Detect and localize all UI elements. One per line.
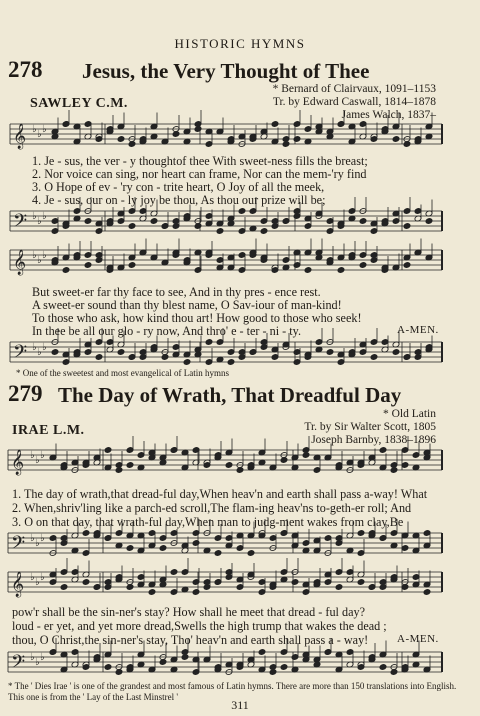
composer-credit: James Walch, 1837– — [341, 109, 436, 121]
treble-clef-icon: 𝄞 — [13, 124, 27, 149]
svg-text:♭: ♭ — [40, 533, 45, 544]
hymn-title: The Day of Wrath, That Dreadful Day — [58, 383, 402, 407]
music-staff — [0, 444, 480, 486]
lyric-line: But sweet-er far thy face to see, And in thy pres - ence rest. — [32, 285, 321, 299]
svg-text:♭: ♭ — [37, 216, 42, 227]
lyric-line: 1. Je - sus, the ver - y thoughtof thee With sweet-ness fills the breast; — [32, 154, 368, 168]
svg-text:♭: ♭ — [42, 211, 47, 222]
lyric-line: 4. Je - sus, our on - ly joy be thou, As thou our prize will be; — [32, 193, 326, 207]
lyric-line: 2. When,shriv'ling like a parch-ed scroll,The flam-ing heav'ns to-geth-er roll; And — [12, 501, 412, 515]
lyric-line: In thee be all our glo - ry now, And thro' e - ter - ni - ty. — [32, 324, 302, 338]
svg-text:♭: ♭ — [32, 124, 37, 135]
translator-credit: Tr. by Edward Caswall, 1814–1878 — [272, 96, 436, 108]
translator-credit: Tr. by Sir Walter Scott, 1805 — [304, 421, 436, 433]
bass-clef-icon: 𝄢 — [11, 533, 26, 558]
svg-text:♭: ♭ — [42, 342, 47, 353]
svg-text:♭: ♭ — [42, 124, 47, 135]
svg-text:♭: ♭ — [42, 250, 47, 261]
hymn-title: Jesus, the Very Thought of Thee — [82, 59, 370, 83]
music-staff — [0, 527, 480, 569]
tune-name: IRAE L.M. — [12, 423, 85, 438]
treble-clef-icon: 𝄞 — [11, 450, 25, 475]
lyric-line: loud - er yet, and yet more dread,Swells the high trump that wakes the dead ; — [12, 619, 387, 633]
amen-text: A-MEN. — [397, 324, 439, 336]
svg-text:♭: ♭ — [30, 533, 35, 544]
music-staff — [0, 244, 480, 288]
svg-text:♭: ♭ — [35, 657, 40, 668]
hymn-number: 278 — [8, 57, 43, 82]
svg-text:♭: ♭ — [32, 342, 37, 353]
svg-text:♭: ♭ — [35, 455, 40, 466]
author-credit: * Old Latin — [382, 408, 436, 420]
svg-text:♭: ♭ — [40, 450, 45, 461]
lyric-line: A sweet-er sound than thy blest name, O Sav-iour of man-kind! — [32, 298, 342, 312]
page-number: 311 — [231, 698, 249, 712]
music-staff — [0, 646, 480, 684]
svg-text:♭: ♭ — [35, 577, 40, 588]
running-header: HISTORIC HYMNS — [174, 36, 306, 51]
author-credit: * Bernard of Clairvaux, 1091–1153 — [272, 83, 436, 95]
footnote: * The ' Dies Irae ' is one of the grandest and most famous of Latin hymns. There are more than 150 translations into English. This one is from the ' Lay of the Last Minstrel ' — [8, 681, 457, 702]
music-staff — [0, 205, 480, 249]
lyric-line: To those who ask, how kind thou art! How good to those who seek! — [32, 311, 362, 325]
lyric-line: 3. O on that day, that wrath-ful day,When man to judg-ment wakes from clay,Be — [12, 515, 404, 529]
svg-text:♭: ♭ — [30, 572, 35, 583]
music-staff — [0, 566, 480, 608]
svg-text:♭: ♭ — [32, 211, 37, 222]
lyric-line: 3. O Hope of ev - 'ry con - trite heart, O Joy of all the meek, — [32, 180, 325, 194]
footnote: * One of the sweetest and most evangelical of Latin hymns — [16, 368, 229, 378]
svg-text:♭: ♭ — [35, 538, 40, 549]
svg-text:♭: ♭ — [40, 652, 45, 663]
hymn-number: 279 — [8, 381, 43, 406]
bass-clef-icon: 𝄢 — [11, 652, 26, 677]
bass-clef-icon: 𝄢 — [13, 211, 28, 236]
lyric-line: pow'r shall be the sin-ner's stay? How shall he meet that dread - ful day? — [12, 605, 365, 619]
svg-text:♭: ♭ — [32, 250, 37, 261]
lyric-line: 2. Nor voice can sing, nor heart can frame, Nor can the mem-'ry find — [32, 167, 367, 181]
svg-text:♭: ♭ — [30, 450, 35, 461]
bass-clef-icon: 𝄢 — [13, 342, 28, 367]
svg-text:♭: ♭ — [37, 347, 42, 358]
svg-text:♭: ♭ — [40, 572, 45, 583]
lyric-line: 1. The day of wrath,that dread-ful day,When heav'n and earth shall pass a-way! What — [12, 487, 428, 501]
tune-name: SAWLEY C.M. — [30, 96, 128, 111]
treble-clef-icon: 𝄞 — [13, 250, 27, 275]
svg-text:♭: ♭ — [37, 129, 42, 140]
svg-text:♭: ♭ — [30, 652, 35, 663]
lyric-line: thou, O Christ,the sin-ner's stay, Tho' heav'n and earth shall pass a - way! — [12, 633, 369, 647]
amen-text: A-MEN. — [397, 633, 439, 645]
composer-credit: Joseph Barnby, 1838–1896 — [311, 434, 436, 446]
treble-clef-icon: 𝄞 — [11, 572, 25, 597]
svg-text:♭: ♭ — [37, 255, 42, 266]
